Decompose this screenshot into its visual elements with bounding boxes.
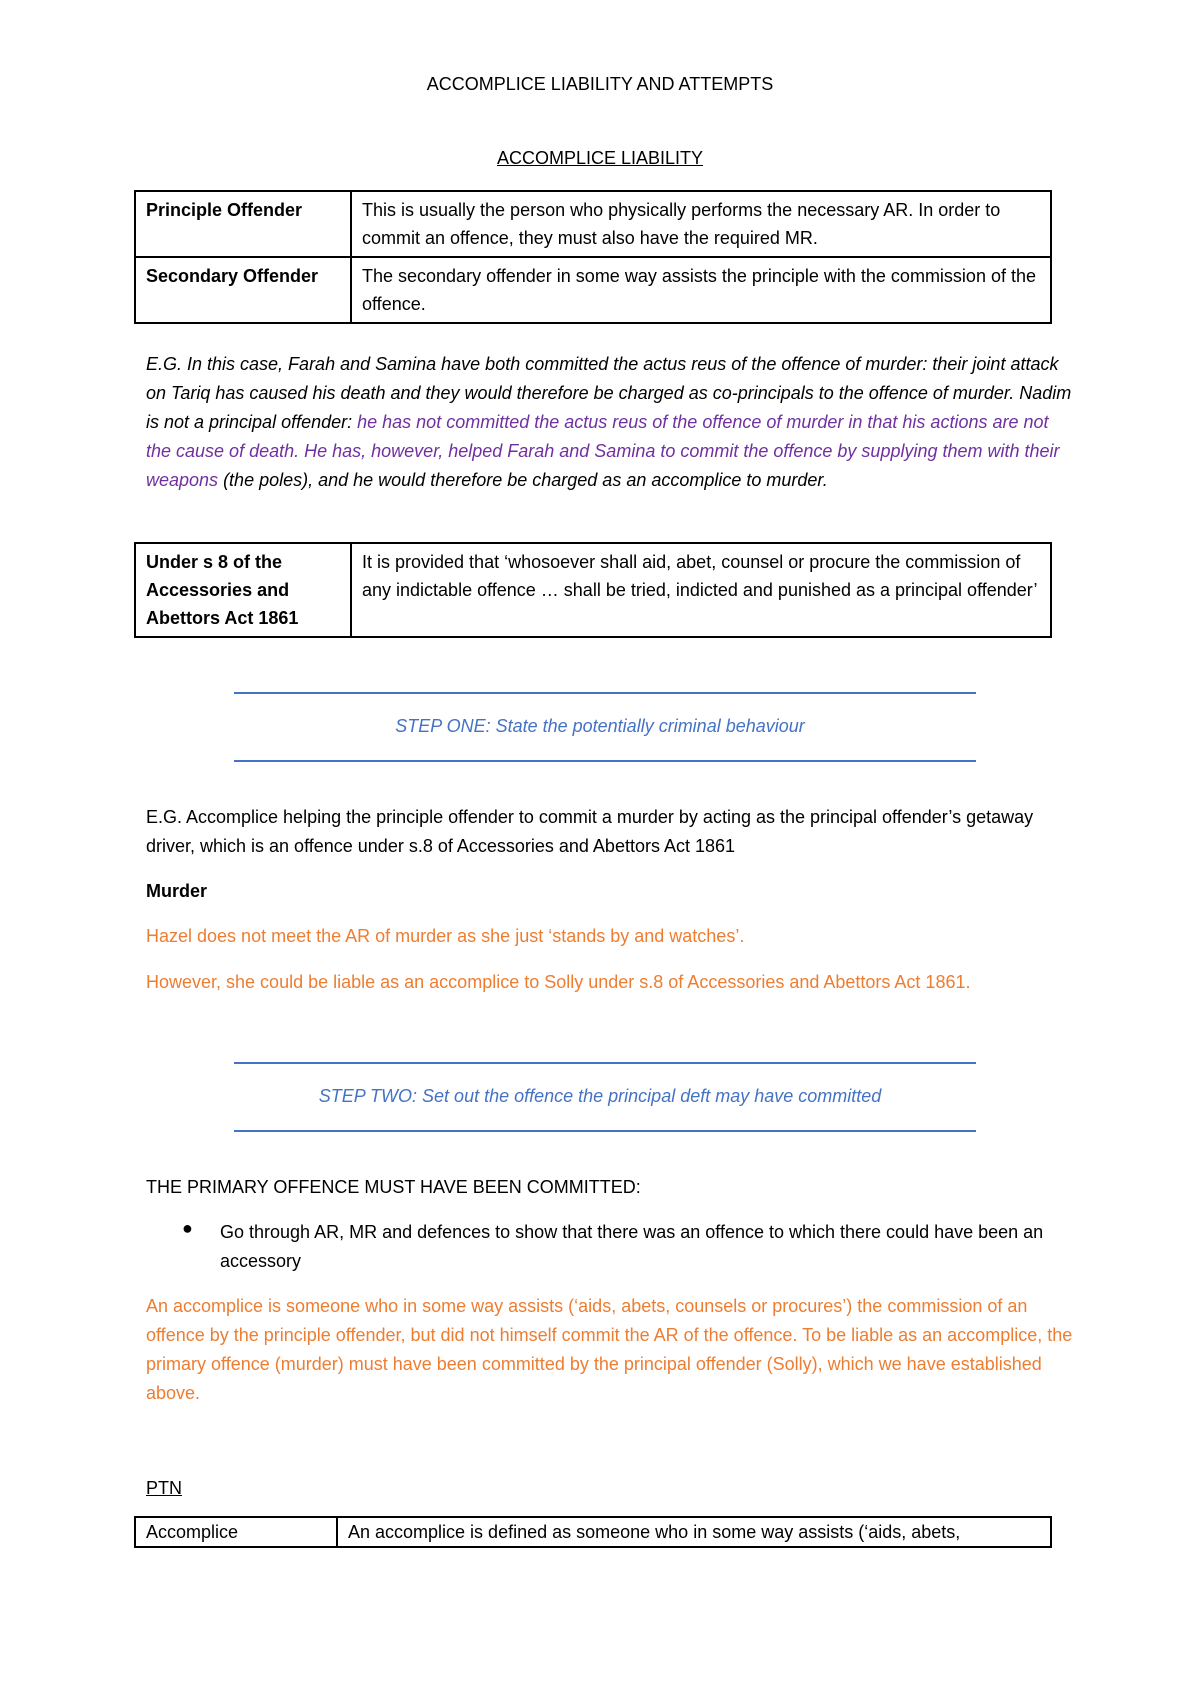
step-one-heading: STEP ONE: State the potentially criminal behaviour xyxy=(395,716,805,736)
example-text-end: (the poles), and he would therefore be charged as an accomplice to murder. xyxy=(218,470,828,490)
table-term: Principle Offender xyxy=(135,191,351,257)
table-term: Accomplice xyxy=(135,1517,337,1547)
table-definition: An accomplice is defined as someone who in some way assists (‘aids, abets, xyxy=(337,1517,1051,1547)
ptn-heading: PTN xyxy=(146,1478,182,1498)
bullet-icon: ● xyxy=(182,1218,193,1238)
example-paragraph xyxy=(146,350,1076,495)
divider xyxy=(234,1062,976,1064)
divider xyxy=(234,760,976,762)
murder-heading: Murder xyxy=(146,881,208,901)
accomplice-paragraph: An accomplice is someone who in some way assists (‘aids, abets, counsels or procures’) the commission of an offence by the principle offender, but did not himself commit the AR of the offence. To be liable as an accomplice, the primary offence (murder) must have been committed by the principal offender (Solly), which we have established above. xyxy=(146,1296,1073,1403)
divider xyxy=(234,692,976,694)
murder-paragraph: However, she could be liable as an accomplice to Solly under s.8 of Accessories and Abettors Act 1861. xyxy=(146,972,971,992)
accomplice-table xyxy=(134,1516,1052,1548)
primary-offence-heading: THE PRIMARY OFFENCE MUST HAVE BEEN COMMITTED: xyxy=(146,1177,641,1197)
table-row xyxy=(135,257,1051,323)
example-highlight: he has not committed the actus reus of the offence of murder in that his actions are not the cause of death. He has, however, helped Farah and Samina to commit the offence by supplying them with their weapons xyxy=(146,412,1060,490)
document-title: ACCOMPLICE LIABILITY AND ATTEMPTS xyxy=(426,74,774,94)
step-one-example: E.G. Accomplice helping the principle offender to commit a murder by acting as the principal offender’s getaway driver, which is an offence under s.8 of Accessories and Abettors Act 1861 xyxy=(146,807,1034,856)
table-definition: This is usually the person who physically performs the necessary AR. In order to commit an offence, they must also have the required MR. xyxy=(351,191,1051,257)
table-term: Secondary Offender xyxy=(135,257,351,323)
step-two-heading: STEP TWO: Set out the offence the principal deft may have committed xyxy=(318,1086,882,1106)
offender-table xyxy=(134,190,1052,324)
table-definition: The secondary offender in some way assists the principle with the commission of the offence. xyxy=(351,257,1051,323)
table-term: Under s 8 of the Accessories and Abettors Act 1861 xyxy=(135,543,351,637)
table-definition: It is provided that ‘whosoever shall aid, abet, counsel or procure the commission of any indictable offence … shall be tried, indicted and punished as a principal offender’ xyxy=(351,543,1051,637)
bullet-item: Go through AR, MR and defences to show that there was an offence to which there could have been an accessory xyxy=(220,1222,1044,1271)
table-row xyxy=(135,191,1051,257)
example-text: E.G. In this case, Farah and Samina have both committed the actus reus of the offence of murder: their joint attack on Tariq has caused his death and they would therefore be charged as co-principals to the offence of murder. Nadim is not a principal offender: xyxy=(146,354,1072,432)
table-row xyxy=(135,543,1051,637)
table-row xyxy=(135,1517,1051,1547)
statute-table xyxy=(134,542,1052,638)
divider xyxy=(234,1130,976,1132)
murder-paragraph: Hazel does not meet the AR of murder as she just ‘stands by and watches’. xyxy=(146,926,745,946)
section-title: ACCOMPLICE LIABILITY xyxy=(496,148,704,168)
